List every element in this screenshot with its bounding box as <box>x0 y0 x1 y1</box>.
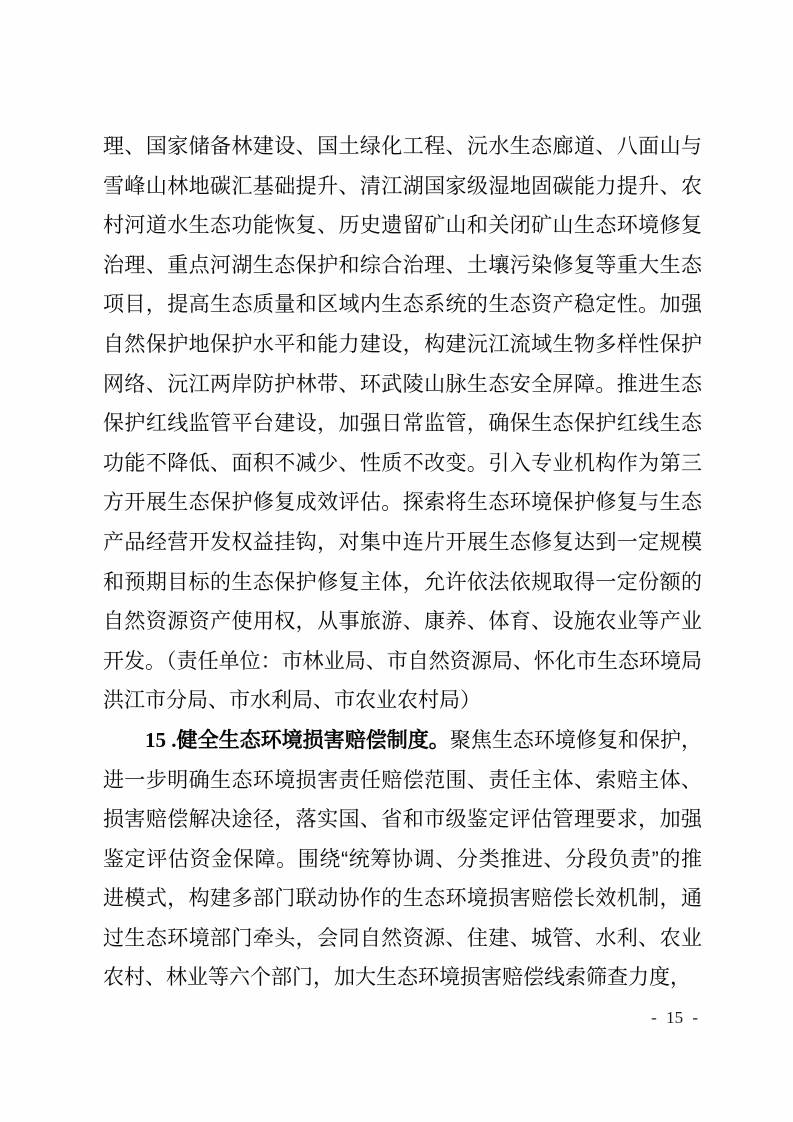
paragraph-item-15 <box>103 721 702 998</box>
item-15-heading: 健全生态环境损害赔偿制度。 <box>176 728 450 752</box>
page-number: - 15 - <box>651 1008 698 1027</box>
paragraph-continuation: 理、国家储备林建设、国土绿化工程、沅水生态廊道、八面山与雪峰山林地碳汇基础提升、清江湖国家级湿地固碳能力提升、农村河道水生态功能恢复、历史遗留矿山和关闭矿山生态环境修复治理、重点河湖生态保护和综合治理、土壤污染修复等重大生态项目，提高生态质量和区域内生态系统的生态资产稳定性。加强自然保护地保护水平和能力建设，构建沅江流域生物多样性保护网络、沅江两岸防护林带、环武陵山脉生态安全屏障。推进生态保护红线监管平台建设，加强日常监管，确保生态保护红线生态功能不降低、面积不减少、性质不改变。引入专业机构作为第三方开展生态保护修复成效评估。探索将生态环境保护修复与生态产品经营开发权益挂钩，对集中连片开展生态修复达到一定规模和预期目标的生态保护修复主体，允许依法依规取得一定份额的自然资源资产使用权，从事旅游、康养、体育、设施农业等产业开发。（责任单位：市林业局、市自然资源局、怀化市生态环境局洪江市分局、市水利局、市农业农村局） <box>103 135 702 713</box>
item-15-body: 聚焦生态环境修复和保护，进一步明确生态环境损害责任赔偿范围、责任主体、索赔主体、损害赔偿解决途径，落实国、省和市级鉴定评估管理要求，加强鉴定评估资金保障。围绕“统筹协调、分类推进、分段负责”的推进模式，构建多部门联动协作的生态环境损害赔偿长效机制，通过生态环境部门牵头，会同自然资源、住建、城管、水利、农业农村、林业等六个部门，加大生态环境损害赔偿线索筛查力度， <box>103 728 703 990</box>
item-15-number: 15 . <box>145 727 177 752</box>
document-text-block <box>103 127 702 998</box>
